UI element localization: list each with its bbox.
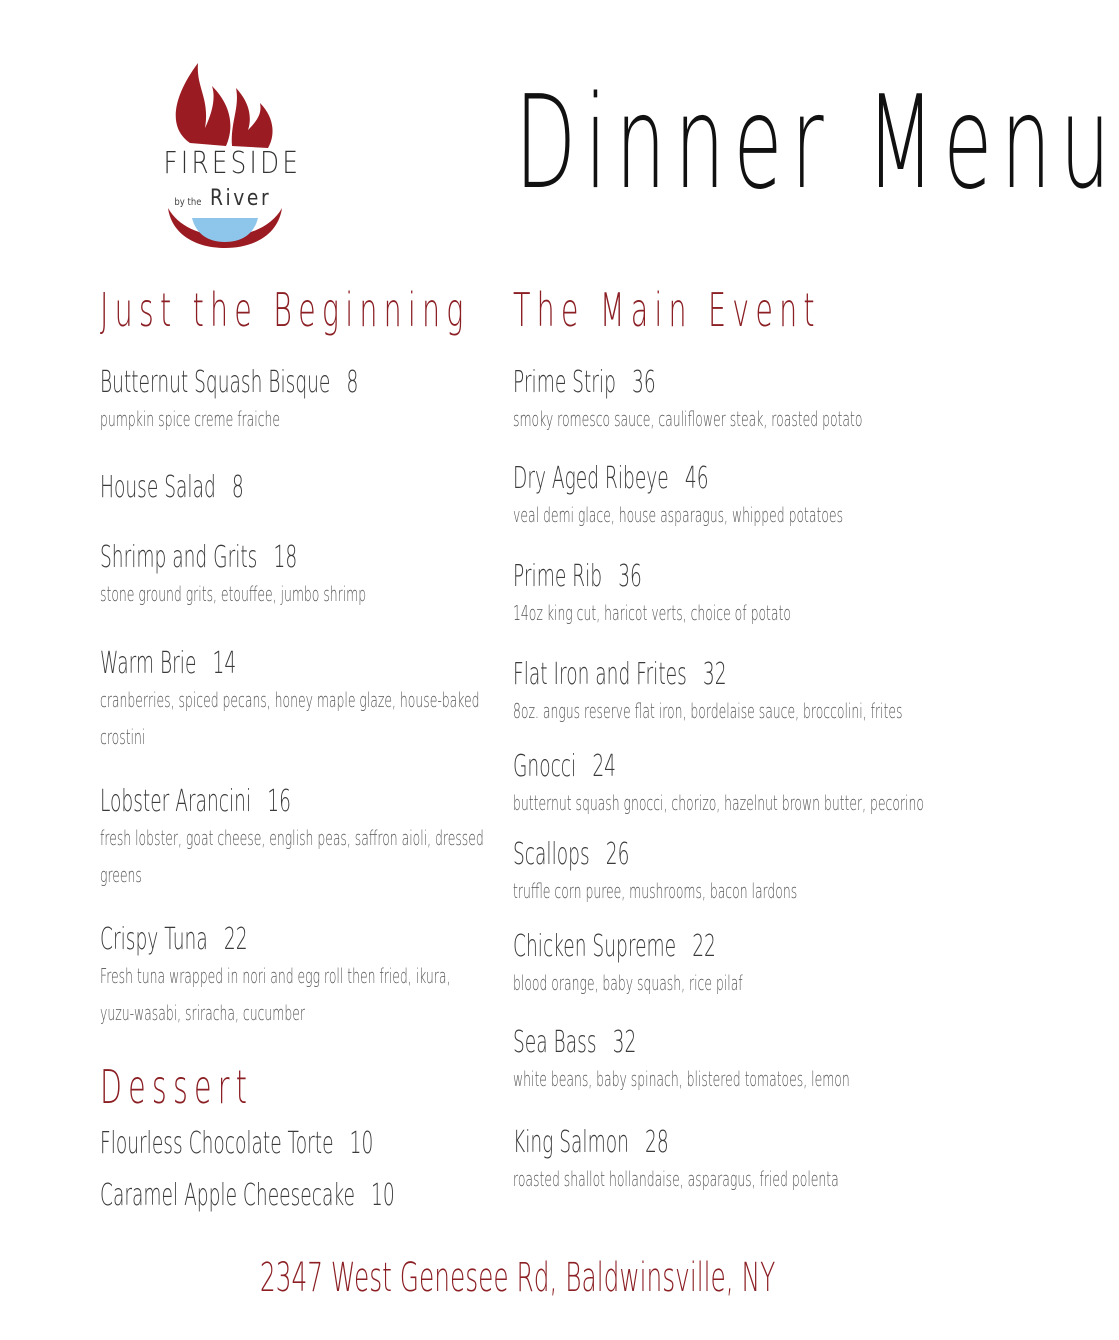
item-name: Gnocci [513, 749, 577, 784]
item-description: fresh lobster, goat cheese, english peas, saffron aioli, dressed greens [100, 826, 484, 887]
item-name: Warm Brie [100, 646, 197, 681]
item-name: Dry Aged Ribeye [513, 461, 669, 496]
logo-subtitle [172, 186, 302, 211]
item-name: King Salmon [513, 1125, 629, 1160]
menu-item [513, 837, 993, 929]
item-price: 46 [684, 461, 709, 496]
item-price: 36 [618, 559, 642, 594]
item-description: white beans, baby spinach, blistered tomatoes, lemon [513, 1067, 850, 1091]
item-price: 36 [632, 365, 656, 400]
address-footer [0, 1255, 1035, 1301]
logo-river: River [209, 186, 272, 211]
item-price: 22 [223, 922, 248, 957]
left-column [100, 285, 490, 1230]
item-price: 16 [267, 784, 291, 819]
item-description: pumpkin spice creme fraiche [100, 407, 281, 431]
menu-title: Dinner Menu [515, 69, 1119, 218]
item-price: 28 [645, 1125, 669, 1160]
item-name: House Salad [100, 470, 216, 505]
item-name: Prime Rib [513, 559, 603, 594]
item-name: Prime Strip [513, 365, 616, 400]
item-name: Butternut Squash Bisque [100, 365, 331, 400]
menu-item [100, 1178, 490, 1230]
item-name: Lobster Arancini [100, 784, 252, 819]
item-price: 22 [692, 929, 716, 964]
item-description: 8oz. angus reserve flat iron, bordelaise sauce, broccolini, frites [513, 699, 903, 723]
item-price: 18 [273, 540, 298, 575]
item-description: Fresh tuna wrapped in nori and egg roll then fried, ikura, yuzu-wasabi, sriracha, cucumber [100, 964, 451, 1025]
item-price: 8 [231, 470, 244, 505]
section-title-beginning: Just the Beginning [100, 283, 470, 337]
item-name: Shrimp and Grits [100, 540, 258, 575]
item-description: 14oz king cut, haricot verts, choice of potato [513, 601, 791, 625]
item-price: 10 [371, 1178, 395, 1213]
item-description: blood orange, baby squash, rice pilaf [513, 971, 743, 995]
item-description: smoky romesco sauce, cauliflower steak, roasted potato [513, 407, 863, 431]
item-name: Chicken Supreme [513, 929, 677, 964]
item-name: Flat Iron and Frites [513, 657, 687, 692]
item-price: 8 [346, 365, 359, 400]
menu-item [513, 749, 993, 837]
menu-item [513, 365, 993, 461]
right-column [513, 285, 993, 1221]
menu-item [100, 365, 490, 470]
menu-item [513, 929, 993, 1025]
logo-name: FIRESIDE [163, 146, 302, 181]
item-name: Scallops [513, 837, 590, 872]
menu-item [100, 1126, 490, 1178]
menu-item [100, 470, 490, 540]
item-description: roasted shallot hollandaise, asparagus, fried polenta [513, 1167, 839, 1191]
item-name: Caramel Apple Cheesecake [100, 1178, 355, 1213]
fireside-logo [150, 58, 300, 248]
menu-item [100, 922, 490, 1062]
logo-by: by the [174, 197, 202, 208]
item-description: truffle corn puree, mushrooms, bacon lardons [513, 879, 798, 903]
item-price: 24 [592, 749, 617, 784]
menu-item [513, 657, 993, 749]
item-name: Sea Bass [513, 1025, 597, 1060]
item-price: 26 [605, 837, 630, 872]
menu-item [513, 559, 993, 657]
item-price: 32 [612, 1025, 637, 1060]
item-description: butternut squash gnocci, chorizo, hazelnut brown butter, pecorino [513, 791, 924, 815]
item-price: 32 [702, 657, 727, 692]
item-description: veal demi glace, house asparagus, whipped potatoes [513, 503, 844, 527]
menu-item [513, 461, 993, 559]
item-price: 14 [212, 646, 237, 681]
menu-item [513, 1125, 993, 1221]
item-name: Crispy Tuna [100, 922, 208, 957]
menu-item [513, 1025, 993, 1125]
item-price: 10 [349, 1126, 374, 1161]
menu-item [100, 784, 490, 922]
section-title-dessert: Dessert [100, 1060, 254, 1114]
item-description: stone ground grits, etouffee, jumbo shrimp [100, 582, 367, 606]
item-description: cranberries, spiced pecans, honey maple glaze, house-baked crostini [100, 688, 480, 749]
address-text: 2347 West Genesee Rd, Baldwinsville, NY [259, 1255, 776, 1301]
menu-item [100, 540, 490, 646]
item-name: Flourless Chocolate Torte [100, 1126, 334, 1161]
section-title-main: The Main Event [513, 283, 821, 337]
menu-item [100, 646, 490, 784]
